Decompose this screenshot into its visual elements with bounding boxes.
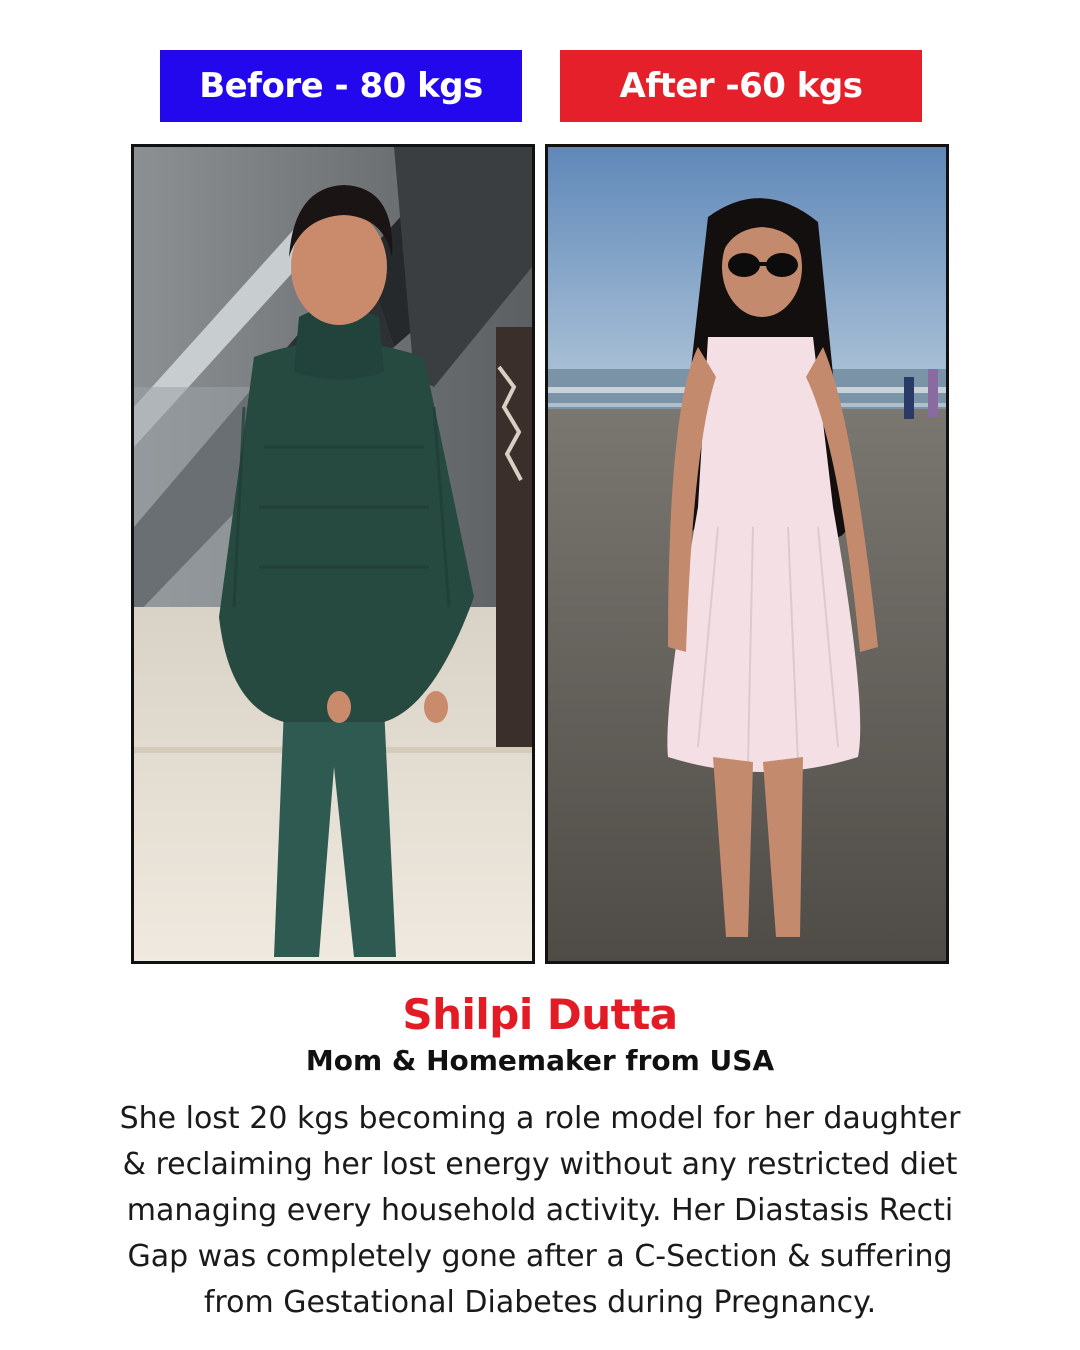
before-weight-label: Before - 80 kgs [160,50,522,122]
person-subtitle: Mom & Homemaker from USA [305,1044,775,1077]
after-photo [545,144,949,964]
testimonial-line: Gap was completely gone after a C-Section & suffering [127,1239,953,1274]
testimonial-line: from Gestational Diabetes during Pregnancy. [203,1285,877,1320]
testimonial-text [60,1096,1020,1326]
testimonial-line: & reclaiming her lost energy without any restricted diet [122,1147,958,1182]
before-photo-illustration [134,147,532,961]
before-photo [131,144,535,964]
testimonial-line: She lost 20 kgs becoming a role model for her daughter [119,1101,961,1136]
person-name: Shilpi Dutta [402,990,678,1039]
after-weight-label: After -60 kgs [560,50,922,122]
testimonial-line: managing every household activity. Her Diastasis Recti [126,1193,954,1228]
after-photo-illustration [548,147,946,961]
